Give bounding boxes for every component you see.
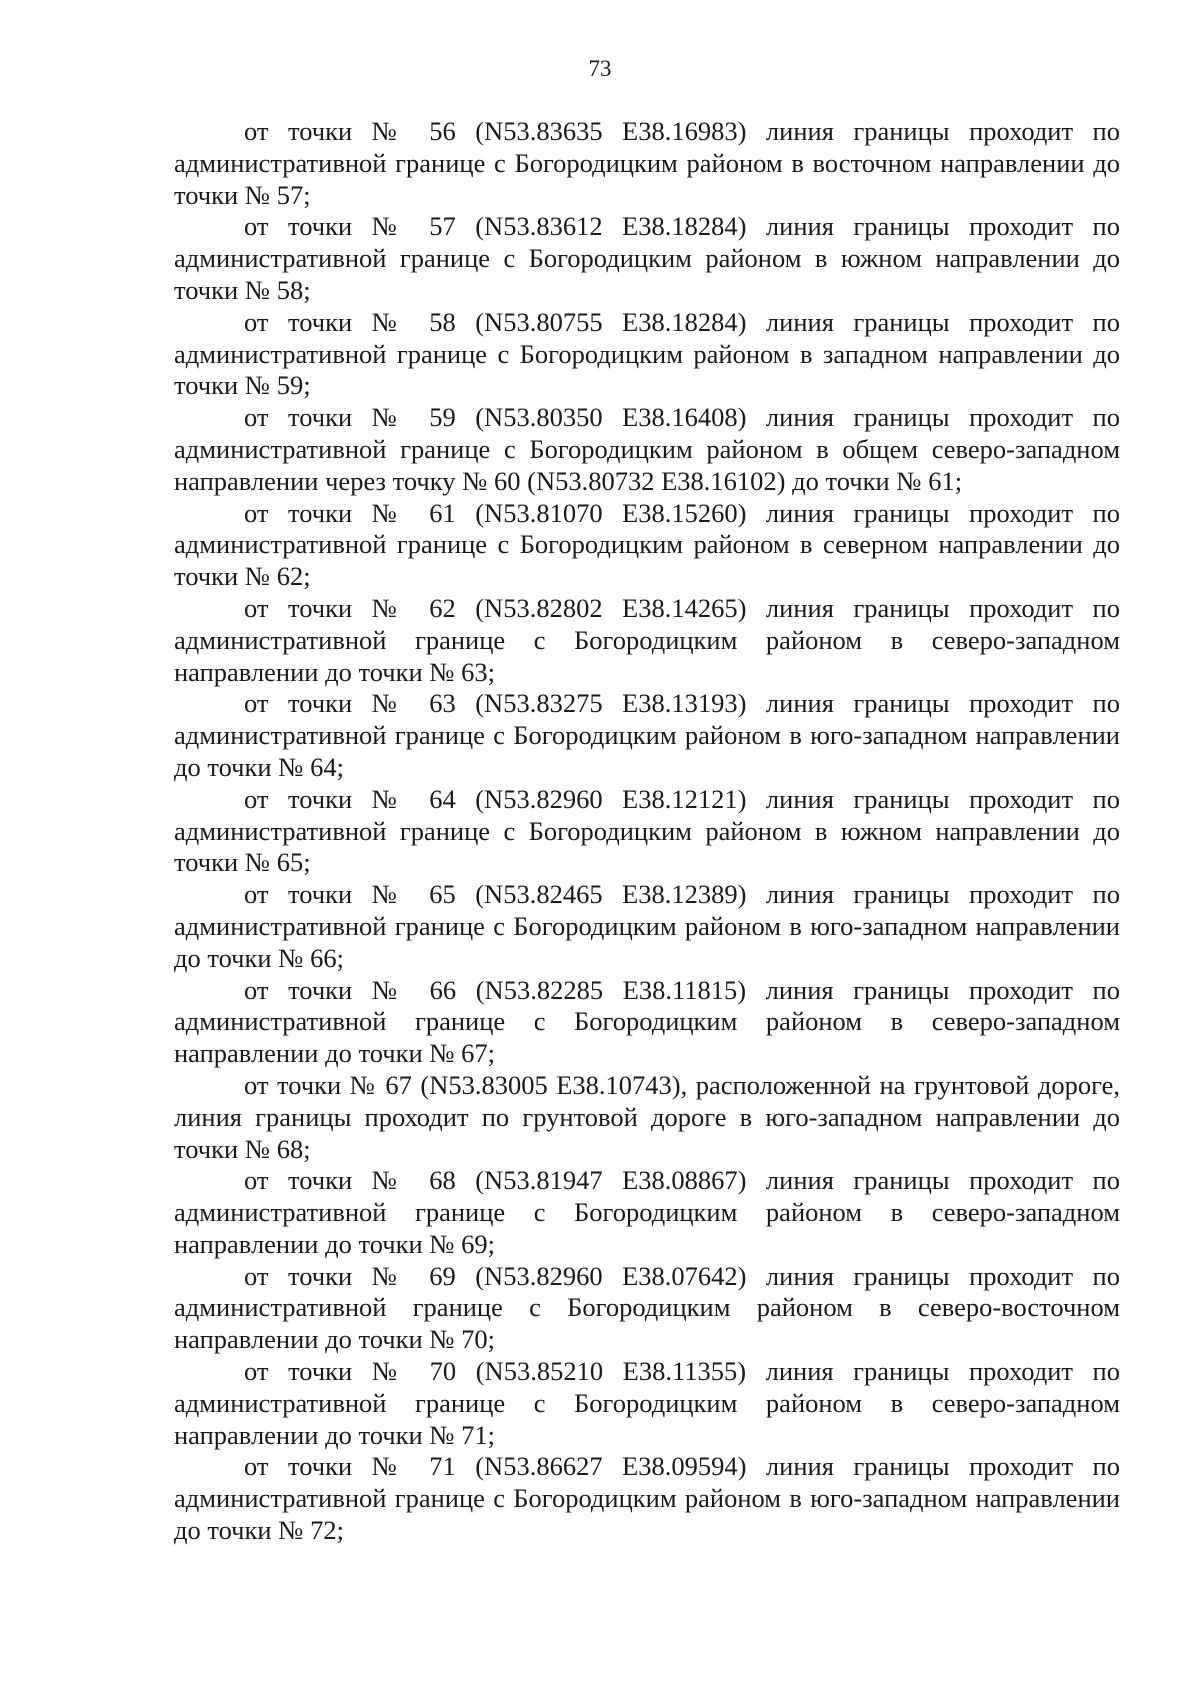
boundary-paragraph: от точки № 59 (N53.80350 E38.16408) линия границы проходит по административной границе с Богородицким районом в общем северо-западном направлении через точку № 60 (N53.80732 E38.16102) до точки № 61; [174, 402, 1120, 496]
boundary-paragraph: от точки № 70 (N53.85210 E38.11355) линия границы проходит по административной границе с Богородицким районом в северо-западном направлении до точки № 71; [174, 1356, 1120, 1450]
boundary-paragraph: от точки № 66 (N53.82285 E38.11815) линия границы проходит по административной границе с Богородицким районом в северо-западном направлении до точки № 67; [174, 974, 1120, 1069]
boundary-paragraph: от точки № 71 (N53.86627 E38.09594) линия границы проходит по административной границе с Богородицким районом в юго-западном направлении до точки № 72; [174, 1451, 1120, 1546]
boundary-paragraph: от точки № 68 (N53.81947 E38.08867) линия границы проходит по административной границе с Богородицким районом в северо-западном направлении до точки № 69; [174, 1165, 1120, 1259]
boundary-paragraph: от точки № 61 (N53.81070 E38.15260) линия границы проходит по административной границе с Богородицким районом в северном направлении до точки № 62; [174, 497, 1120, 592]
boundary-paragraph: от точки № 64 (N53.82960 E38.12121) линия границы проходит по административной границе с Богородицким районом в южном направлении до точки № 65; [174, 783, 1120, 878]
boundary-paragraph: от точки № 57 (N53.83612 E38.18284) линия границы проходит по административной границе с Богородицким районом в южном направлении до точки № 58; [174, 211, 1120, 305]
boundary-paragraph: от точки № 62 (N53.82802 E38.14265) линия границы проходит по административной границе с Богородицким районом в северо-западном направлении до точки № 63; [174, 592, 1120, 687]
boundary-paragraph: от точки № 67 (N53.83005 E38.10743), расположенной на грунтовой дороге, линия границы проходит по грунтовой дороге в юго-западном направлении до точки № 68; [174, 1069, 1120, 1164]
boundary-paragraph: от точки № 56 (N53.83635 E38.16983) линия границы проходит по административной границе с Богородицким районом в восточном направлении до точки № 57; [174, 116, 1120, 210]
boundary-paragraph: от точки № 69 (N53.82960 E38.07642) линия границы проходит по административной границе с Богородицким районом в северо-восточном направлении до точки № 70; [174, 1260, 1120, 1355]
boundary-paragraph: от точки № 65 (N53.82465 E38.12389) линия границы проходит по административной границе с Богородицким районом в юго-западном направлении до точки № 66; [174, 879, 1120, 973]
boundary-paragraph: от точки № 63 (N53.83275 E38.13193) линия границы проходит по административной границе с Богородицким районом в юго-западном направлении до точки № 64; [174, 688, 1120, 782]
document-body [174, 116, 1120, 1547]
boundary-paragraph: от точки № 58 (N53.80755 E38.18284) линия границы проходит по административной границе с Богородицким районом в западном направлении до точки № 59; [174, 306, 1120, 401]
page-number: 73 [588, 56, 612, 81]
